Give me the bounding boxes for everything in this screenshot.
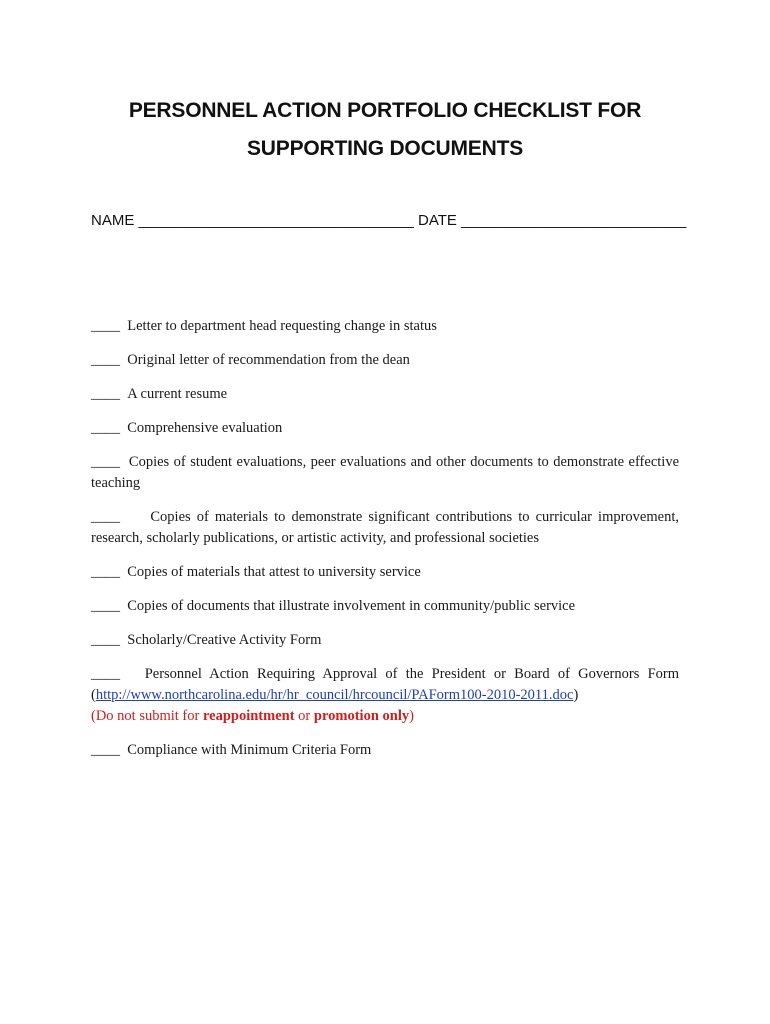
note-promotion: promotion only bbox=[313, 708, 410, 724]
link-close-paren: ) bbox=[573, 687, 579, 703]
name-field[interactable]: _________________________________ bbox=[138, 212, 414, 229]
date-field[interactable]: ___________________________ bbox=[461, 212, 687, 229]
checkbox-blank[interactable]: ____ bbox=[91, 742, 120, 758]
checklist-item bbox=[91, 740, 679, 761]
checklist-item bbox=[91, 630, 679, 651]
checklist bbox=[91, 316, 679, 774]
item-text: Compliance with Minimum Criteria Form bbox=[127, 742, 372, 758]
item-text: Copies of materials that attest to university service bbox=[127, 564, 421, 580]
item-text: A current resume bbox=[127, 386, 228, 402]
checklist-item bbox=[91, 664, 679, 727]
name-date-line bbox=[91, 212, 691, 229]
name-label: NAME bbox=[91, 212, 135, 229]
title-line-2: SUPPORTING DOCUMENTS bbox=[246, 137, 523, 160]
note-reappointment: reappointment bbox=[202, 708, 295, 724]
checklist-item bbox=[91, 596, 679, 617]
checkbox-blank[interactable]: ____ bbox=[91, 386, 120, 402]
checkbox-blank[interactable]: ____ bbox=[91, 420, 120, 436]
warning-note bbox=[91, 706, 679, 727]
checklist-item bbox=[91, 350, 679, 371]
item-text: Copies of documents that illustrate involvement in community/public service bbox=[127, 598, 576, 614]
item-text: Original letter of recommendation from the dean bbox=[127, 352, 410, 368]
page-title bbox=[60, 92, 710, 168]
item-text: Copies of materials to demonstrate significant contributions to curricular improvement, research, scholarly publications, or artistic activity, and professional societies bbox=[91, 509, 679, 546]
item-text: Letter to department head requesting change in status bbox=[127, 318, 437, 334]
checkbox-blank[interactable]: ____ bbox=[91, 564, 120, 580]
title-line-1: PERSONNEL ACTION PORTFOLIO CHECKLIST FOR bbox=[128, 99, 642, 122]
checklist-item bbox=[91, 507, 679, 549]
checkbox-blank[interactable]: ____ bbox=[91, 454, 120, 470]
item-text: Copies of student evaluations, peer evaluations and other documents to demonstrate effective teaching bbox=[91, 454, 680, 491]
note-prefix: (Do not submit for bbox=[91, 708, 203, 724]
checklist-item bbox=[91, 452, 679, 494]
checkbox-blank[interactable]: ____ bbox=[91, 632, 120, 648]
item-text: Scholarly/Creative Activity Form bbox=[127, 632, 322, 648]
item-text: Personnel Action Requiring Approval of the President or Board of Governors Form bbox=[144, 666, 679, 682]
checklist-item bbox=[91, 418, 679, 439]
checkbox-blank[interactable]: ____ bbox=[91, 598, 120, 614]
checkbox-blank[interactable]: ____ bbox=[91, 509, 120, 525]
date-label: DATE bbox=[417, 212, 457, 229]
checklist-item bbox=[91, 562, 679, 583]
link-open-paren: ( bbox=[91, 687, 96, 703]
checklist-item bbox=[91, 316, 679, 337]
checkbox-blank[interactable]: ____ bbox=[91, 352, 120, 368]
note-mid: or bbox=[294, 708, 314, 724]
checklist-item bbox=[91, 384, 679, 405]
checkbox-blank[interactable]: ____ bbox=[91, 318, 120, 334]
form-link[interactable]: http://www.northcarolina.edu/hr/hr_council/hrcouncil/PAForm100-2010-2011.doc bbox=[95, 687, 574, 703]
item-text: Comprehensive evaluation bbox=[127, 420, 283, 436]
note-suffix: ) bbox=[409, 708, 414, 724]
checkbox-blank[interactable]: ____ bbox=[91, 666, 120, 682]
